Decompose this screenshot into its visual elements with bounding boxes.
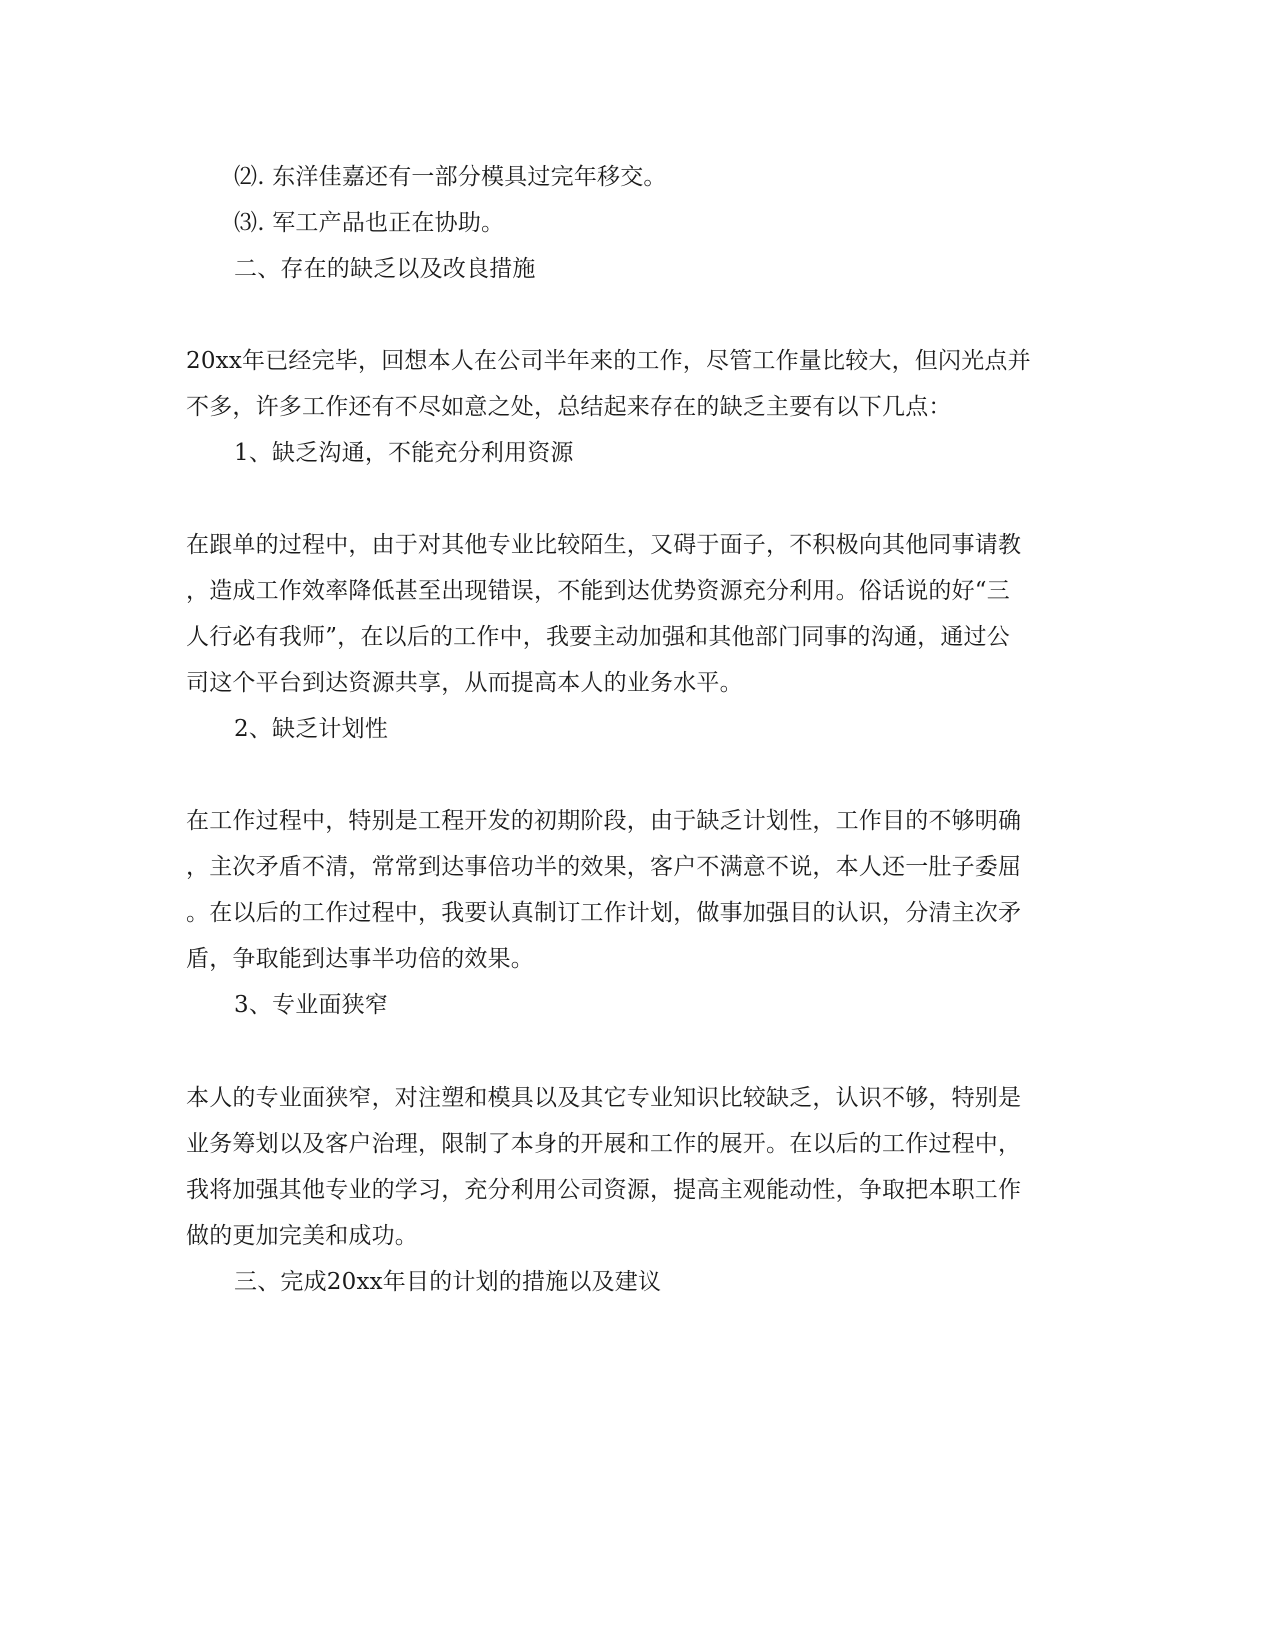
paragraph-line: 本人的专业面狭窄，对注塑和模具以及其它专业知识比较缺乏，认识不够，特别是 bbox=[186, 1085, 1022, 1111]
paragraph-line: ，主次矛盾不清，常常到达事倍功半的效果，客户不满意不说，本人还一肚子委屈 bbox=[186, 854, 1022, 880]
paragraph-line: 业务筹划以及客户治理，限制了本身的开展和工作的展开。在以后的工作过程中， bbox=[186, 1131, 1022, 1157]
paragraph-line: 司这个平台到达资源共享，从而提高本人的业务水平。 bbox=[186, 670, 743, 696]
list-item-3: ⑶. 军工产品也正在协助。 bbox=[234, 210, 505, 236]
section-heading-3: 三、完成20xx年目的计划的措施以及建议 bbox=[234, 1269, 662, 1295]
paragraph-line: 我将加强其他专业的学习，充分利用公司资源，提高主观能动性，争取把本职工作 bbox=[186, 1177, 1022, 1203]
subheading-1: 1、缺乏沟通，不能充分利用资源 bbox=[234, 440, 574, 466]
paragraph-line: ，造成工作效率降低甚至出现错误，不能到达优势资源充分利用。俗话说的好“三 bbox=[186, 578, 1010, 604]
paragraph-line: 不多，许多工作还有不尽如意之处，总结起来存在的缺乏主要有以下几点： bbox=[186, 394, 952, 420]
paragraph-line: 20xx年已经完毕，回想本人在公司半年来的工作，尽管工作量比较大，但闪光点并 bbox=[186, 348, 1031, 374]
paragraph-line: 在跟单的过程中，由于对其他专业比较陌生，又碍于面子，不积极向其他同事请教 bbox=[186, 532, 1022, 558]
paragraph-line: 人行必有我师”，在以后的工作中，我要主动加强和其他部门同事的沟通，通过公 bbox=[186, 624, 1010, 650]
paragraph-line: 在工作过程中，特别是工程开发的初期阶段，由于缺乏计划性，工作目的不够明确 bbox=[186, 808, 1022, 834]
subheading-2: 2、缺乏计划性 bbox=[234, 716, 389, 742]
subheading-3: 3、专业面狭窄 bbox=[234, 992, 389, 1018]
paragraph-line: 。在以后的工作过程中，我要认真制订工作计划，做事加强目的认识，分清主次矛 bbox=[186, 900, 1022, 926]
paragraph-line: 做的更加完美和成功。 bbox=[186, 1223, 418, 1249]
section-heading-2: 二、存在的缺乏以及改良措施 bbox=[234, 256, 536, 282]
paragraph-line: 盾，争取能到达事半功倍的效果。 bbox=[186, 946, 534, 972]
list-item-2: ⑵. 东洋佳嘉还有一部分模具过完年移交。 bbox=[234, 164, 667, 190]
